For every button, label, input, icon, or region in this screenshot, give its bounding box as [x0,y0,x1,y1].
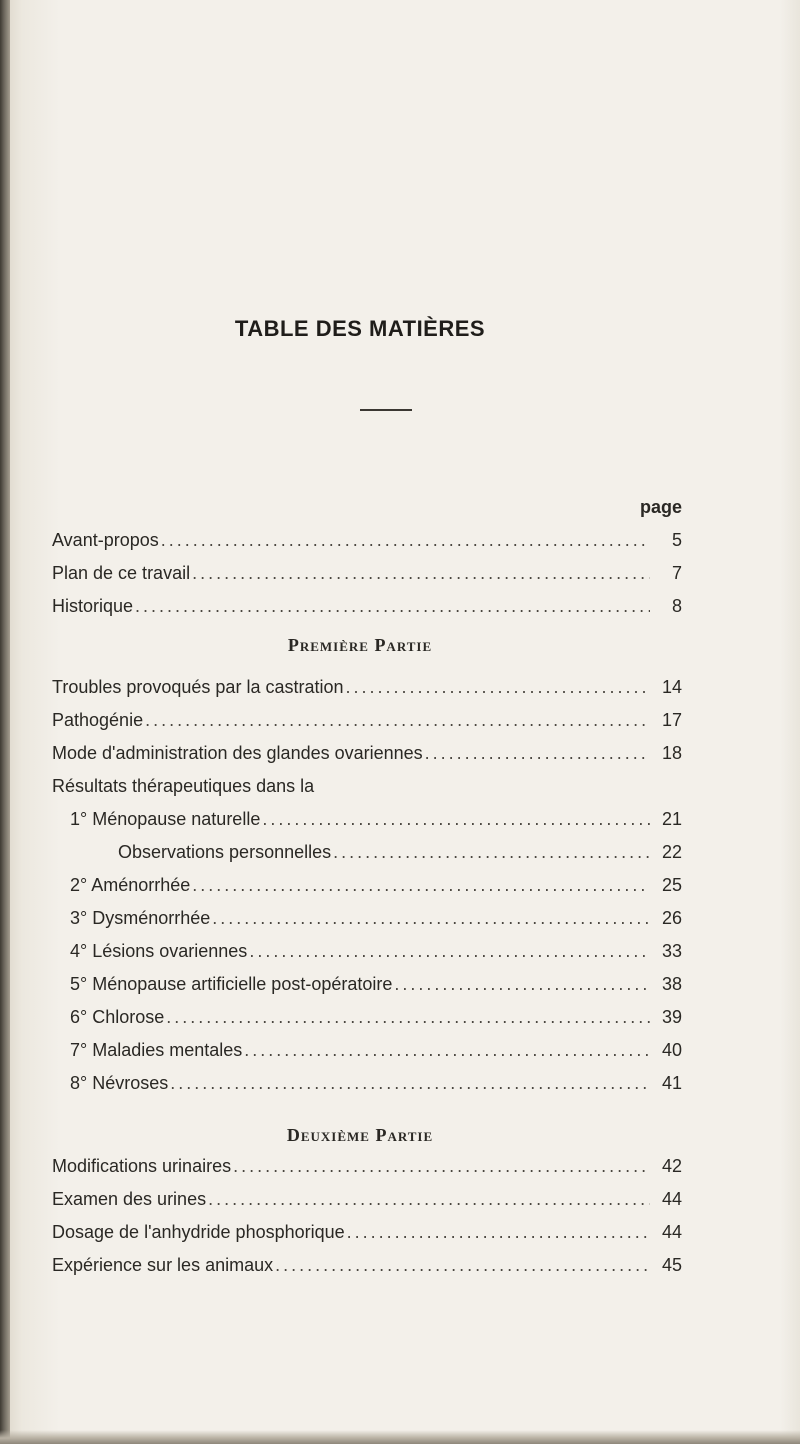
dot-leader [192,563,650,584]
toc-entry [118,842,682,868]
page-title: TABLE DES MATIÈRES [234,316,486,341]
dot-leader [170,1073,650,1094]
toc-entry-label: 8° Névroses [70,1073,169,1093]
toc-entry-page: 14 [661,677,682,697]
toc-entry-label: Historique [52,596,134,616]
toc-entry-page: 21 [661,809,682,829]
toc-entry [70,941,682,967]
toc-entry-label: 6° Chlorose [70,1007,165,1027]
toc-entry-label: 5° Ménopause artificielle post-opératoire [70,974,393,994]
toc-entry [52,530,682,556]
toc-entry [70,809,682,835]
dot-leader [135,596,650,617]
toc-entry-label: 3° Dysménorrhée [70,908,211,928]
toc-entry-page: 22 [661,842,682,862]
toc-entry-label: Mode d'administration des glandes ovariennes [52,743,423,763]
dot-leader [212,908,650,929]
dot-leader [161,530,650,551]
toc-entry [70,1040,682,1066]
toc-entry [52,743,682,769]
dot-leader [244,1040,650,1061]
toc-entry-label: Dosage de l'anhydride phosphorique [52,1222,345,1242]
dot-leader [346,677,651,698]
toc-entry [52,596,682,622]
dot-leader [333,842,650,863]
toc-entry [70,1073,682,1099]
toc-entry-page: 33 [661,941,682,961]
toc-entry-page: 45 [661,1255,682,1275]
toc-entry-label: Examen des urines [52,1189,207,1209]
toc-entry-label: 7° Maladies mentales [70,1040,243,1060]
toc-entry [52,710,682,736]
dot-leader [208,1189,650,1210]
dot-leader [233,1156,650,1177]
title-rule [360,409,412,411]
toc-entry-label: Troubles provoqués par la castration [52,677,344,697]
toc-entry [52,1189,682,1215]
toc-entry-page: 18 [661,743,682,763]
part-two-heading: Deuxième Partie [286,1125,434,1145]
toc-entry-label: Observations personnelles [118,842,332,862]
toc-entry [70,908,682,934]
toc-entry-page: 38 [661,974,682,994]
toc-entry [52,776,682,802]
dot-leader [394,974,650,995]
toc-entry-page: 42 [661,1156,682,1176]
toc-entry-page: 41 [661,1073,682,1093]
toc-entry [70,974,682,1000]
toc-entry-label: Modifications urinaires [52,1156,232,1176]
toc-entry-label: Expérience sur les animaux [52,1255,274,1275]
toc-entry [52,1156,682,1182]
toc-entry-page: 25 [661,875,682,895]
page-bottom-edge [0,1430,800,1444]
toc-entry-label: Avant-propos [52,530,159,550]
page-binding-edge [0,0,10,1444]
toc-entry [52,563,682,589]
toc-entry-label: 2° Aménorrhée [70,875,191,895]
toc-entry [52,1255,682,1281]
toc-entry-page: 40 [661,1040,682,1060]
toc-entry-page: 17 [661,710,682,730]
dot-leader [262,809,650,830]
toc-entry-page: 5 [671,530,682,550]
toc-entry [70,1007,682,1033]
toc-entry-label: 1° Ménopause naturelle [70,809,261,829]
toc-entry-page: 39 [661,1007,682,1027]
toc-entry-page: 8 [671,596,682,616]
part-one-heading: Première Partie [287,635,433,655]
toc-entry-label: Pathogénie [52,710,144,730]
toc-entry-page: 44 [661,1222,682,1242]
dot-leader [425,743,650,764]
dot-leader [166,1007,650,1028]
toc-entry-label: Plan de ce travail [52,563,191,583]
dot-leader [275,1255,650,1276]
toc-entry [52,1222,682,1248]
dot-leader [192,875,650,896]
dot-leader [249,941,650,962]
dot-leader [347,1222,650,1243]
toc-entry-page: 7 [671,563,682,583]
toc-entry [70,875,682,901]
toc-entry-page: 44 [661,1189,682,1209]
dot-leader [145,710,650,731]
page-column-label: page [639,497,682,517]
toc-entry-label: 4° Lésions ovariennes [70,941,248,961]
toc-entry [52,677,682,703]
toc-entry-page: 26 [661,908,682,928]
toc-entry-label: Résultats thérapeutiques dans la [52,776,315,796]
